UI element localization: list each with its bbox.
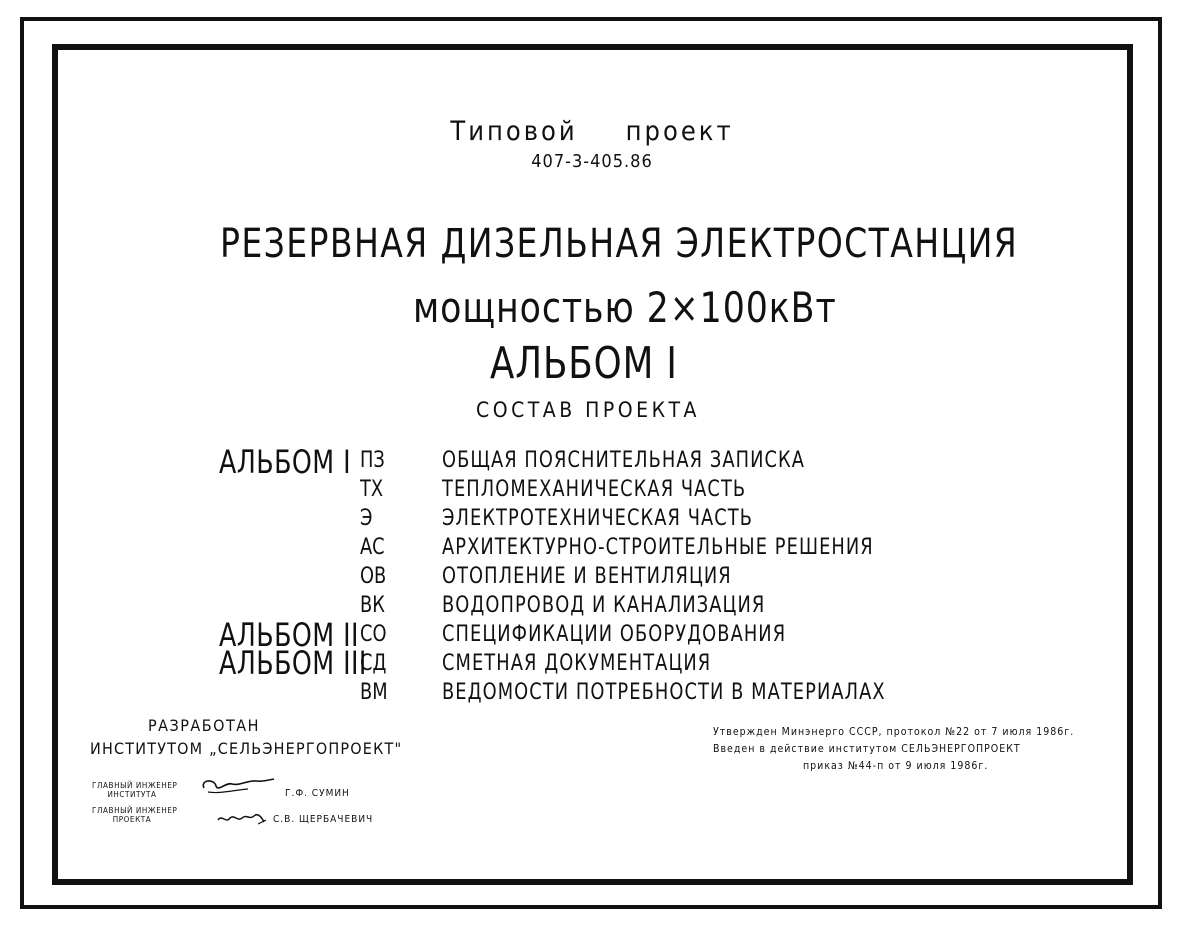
doc-type-word1: Типовой	[450, 116, 578, 147]
signer-role	[92, 781, 178, 800]
title-line-3: АЛЬБОМ I	[490, 338, 678, 389]
signer-role-line1: ГЛАВНЫЙ ИНЖЕНЕР	[92, 806, 178, 815]
section-code: ВК	[360, 593, 385, 618]
section-code: ПЗ	[360, 448, 385, 473]
section-description: ОТОПЛЕНИЕ И ВЕНТИЛЯЦИЯ	[442, 564, 732, 589]
signer-role-line2: ПРОЕКТА	[112, 815, 152, 825]
signer-role-line1: ГЛАВНЫЙ ИНЖЕНЕР	[92, 781, 178, 790]
section-description: АРХИТЕКТУРНО-СТРОИТЕЛЬНЫЕ РЕШЕНИЯ	[442, 535, 874, 560]
section-code: СД	[360, 651, 387, 676]
signer-name: Г.Ф. СУМИН	[285, 788, 350, 799]
doc-type-word2: проект	[625, 116, 734, 147]
album-label: АЛЬБОМ I	[219, 443, 351, 481]
album-label: АЛЬБОМ II	[219, 616, 359, 654]
document-number: 407-3-405.86	[531, 151, 653, 172]
section-code: ТХ	[360, 477, 384, 502]
section-code: Э	[360, 506, 373, 531]
signer-name: С.В. ЩЕРБАЧЕВИЧ	[273, 814, 374, 825]
section-description: СПЕЦИФИКАЦИИ ОБОРУДОВАНИЯ	[442, 622, 787, 647]
document-type	[0, 118, 1184, 145]
section-code: АС	[360, 535, 385, 560]
signature-sumin	[198, 774, 278, 802]
section-description: СМЕТНАЯ ДОКУМЕНТАЦИЯ	[442, 651, 712, 676]
signature-shcherbachevich	[214, 806, 272, 830]
section-code: ОВ	[360, 564, 387, 589]
approval-line-2: Введен в действие институтом СЕЛЬЭНЕРГОПРОЕКТ	[713, 743, 1021, 755]
approval-line-3: приказ №44-п от 9 июля 1986г.	[803, 760, 989, 772]
section-code: ВМ	[360, 680, 388, 705]
developer-organization: ИНСТИТУТОМ „СЕЛЬЭНЕРГОПРОЕКТ"	[90, 739, 403, 758]
section-description: ТЕПЛОМЕХАНИЧЕСКАЯ ЧАСТЬ	[442, 477, 747, 502]
approval-line-1: Утвержден Минэнерго СССР, протокол №22 от 7 июля 1986г.	[713, 726, 1075, 738]
album-label: АЛЬБОМ III	[219, 644, 367, 682]
signer-role	[92, 806, 178, 825]
section-description: ВОДОПРОВОД И КАНАЛИЗАЦИЯ	[442, 593, 766, 618]
title-line-2: мощностью 2×100кВт	[413, 283, 837, 332]
section-description: ВЕДОМОСТИ ПОТРЕБНОСТИ В МАТЕРИАЛАХ	[442, 680, 886, 705]
developer-label: РАЗРАБОТАН	[148, 716, 260, 735]
composition-heading: СОСТАВ ПРОЕКТА	[476, 398, 700, 422]
section-code: СО	[360, 622, 387, 647]
title-line-1: РЕЗЕРВНАЯ ДИЗЕЛЬНАЯ ЭЛЕКТРОСТАНЦИЯ	[220, 221, 1019, 267]
section-description: ОБЩАЯ ПОЯСНИТЕЛЬНАЯ ЗАПИСКА	[442, 448, 806, 473]
section-description: ЭЛЕКТРОТЕХНИЧЕСКАЯ ЧАСТЬ	[442, 506, 754, 531]
signer-role-line2: ИНСТИТУТА	[107, 790, 157, 800]
